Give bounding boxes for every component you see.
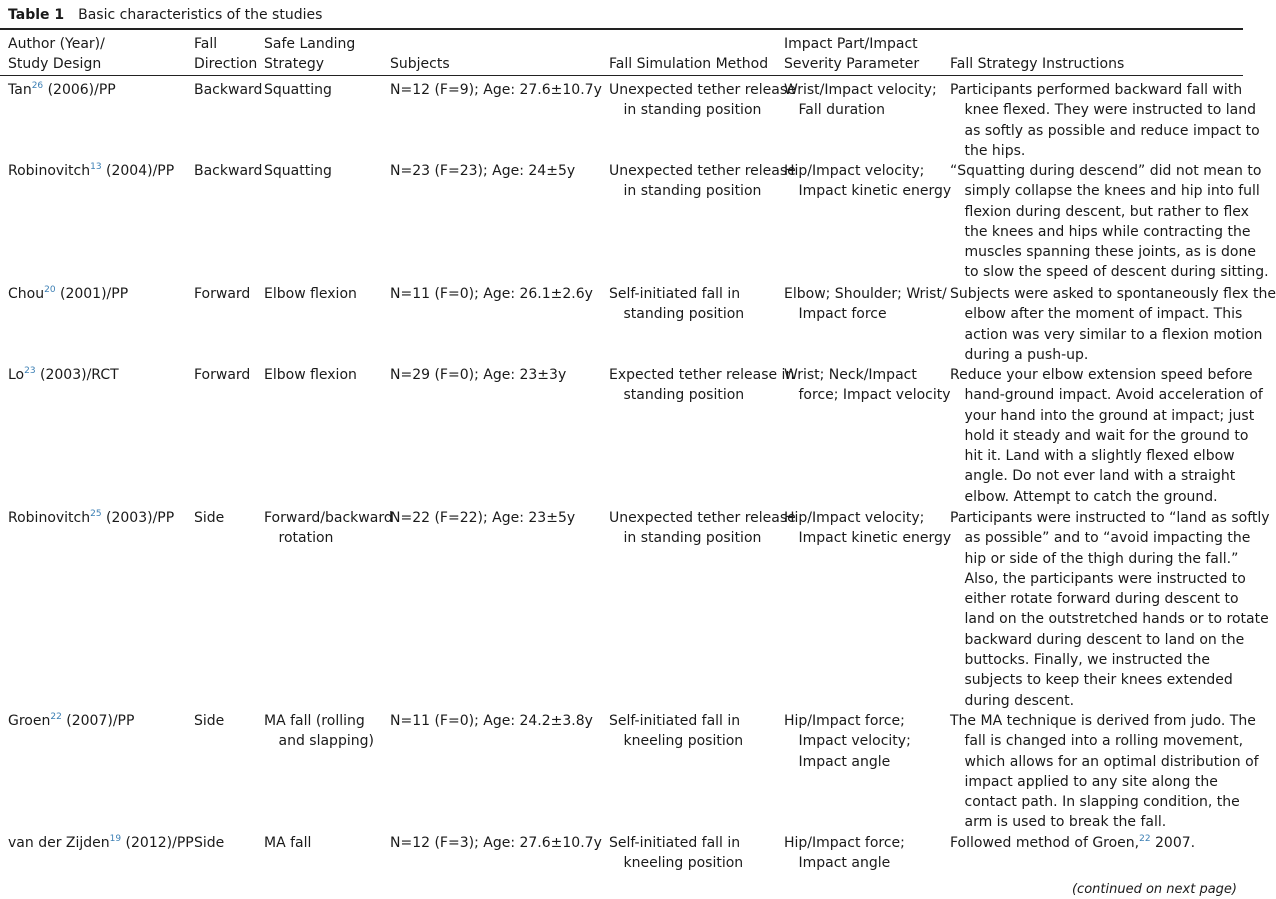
cell-method-line: Unexpected tether release — [609, 163, 796, 179]
cell-instructions — [950, 508, 1270, 711]
cell-instructions-line: simply collapse the knees and hip into full — [964, 183, 1260, 200]
cell-impact-line: Hip/Impact velocity; — [784, 163, 925, 179]
cell-method-line: Unexpected tether release — [609, 510, 796, 526]
cell-instructions — [950, 80, 1260, 161]
cell-instructions-line: hip or side of the thigh during the fall.” — [964, 550, 1239, 567]
cell-instructions-line: Participants were instructed to “land as softly — [950, 510, 1270, 526]
cell-author — [8, 365, 119, 385]
cell-impact-line: Impact angle — [798, 753, 891, 770]
cell-instructions-line: elbow. Attempt to catch the ground. — [964, 488, 1218, 505]
cell-method — [609, 365, 794, 406]
author-name: Robinovitch — [8, 163, 91, 179]
cell-impact — [784, 508, 951, 549]
cell-instructions — [950, 833, 1195, 853]
author-name: Tan — [8, 82, 32, 98]
cell-author — [8, 161, 174, 181]
cell-method-line: kneeling position — [623, 855, 744, 872]
cell-impact — [784, 833, 905, 874]
cell-subjects: N=11 (F=0); Age: 26.1±2.6y — [390, 286, 593, 302]
cell-method — [609, 508, 796, 549]
reference-number[interactable]: 26 — [31, 81, 44, 91]
continued-note: (continued on next page) — [1071, 882, 1237, 897]
cell-direction: Side — [194, 510, 225, 526]
author-name: Lo — [8, 367, 25, 383]
year-design: (2001)/PP — [55, 286, 129, 302]
reference-number[interactable]: 22 — [1139, 834, 1151, 844]
cell-direction: Forward — [194, 367, 251, 383]
header-rule — [0, 75, 1243, 76]
cell-strategy-line: Elbow flexion — [264, 367, 357, 383]
year-design: (2007)/PP — [61, 713, 135, 729]
year-design: (2003)/PP — [101, 510, 175, 526]
cell-method-line: Self-initiated fall in — [609, 286, 741, 302]
cell-instructions-line: knee flexed. They were instructed to land — [964, 102, 1256, 119]
cell-instructions-line: Subjects were asked to spontaneously flex the — [950, 286, 1276, 302]
author-name: Groen — [8, 713, 51, 729]
cell-strategy — [264, 365, 357, 385]
cell-author — [8, 833, 194, 853]
cell-instructions-line: contact path. In slapping condition, the — [964, 794, 1240, 811]
cell-direction: Forward — [194, 286, 251, 302]
cell-strategy-line: MA fall (rolling — [264, 713, 365, 729]
year-design: (2012)/PP — [121, 835, 194, 851]
cell-method — [609, 80, 796, 121]
cell-method-line: Expected tether release in — [609, 367, 795, 383]
cell-direction: Side — [194, 713, 225, 729]
cell-strategy — [264, 711, 374, 752]
cell-instructions-line: flexion during descent, but rather to flex — [964, 203, 1249, 220]
cell-impact-line: Impact kinetic energy — [798, 183, 952, 200]
cell-impact — [784, 161, 951, 202]
cell-instructions-line: which allows for an optimal distribution of — [964, 753, 1259, 770]
cell-instructions-line: during descent. — [964, 692, 1075, 709]
cell-strategy-line: Forward/backward — [264, 510, 393, 526]
cell-instructions-line: arm is used to break the fall. — [964, 814, 1167, 831]
cell-impact — [784, 284, 947, 325]
cell-instructions-line: either rotate forward during descent to — [964, 591, 1239, 608]
cell-strategy-line: Elbow flexion — [264, 286, 357, 302]
cell-subjects: N=11 (F=0); Age: 24.2±3.8y — [390, 713, 593, 729]
cell-instructions — [950, 161, 1269, 283]
cell-impact — [784, 365, 951, 406]
header-subjects: Subjects — [390, 56, 450, 72]
cell-instructions-line: the knees and hips while contracting the — [964, 223, 1251, 240]
cell-instructions-line: as softly as possible and reduce impact to — [964, 122, 1260, 139]
cell-impact-line: Impact kinetic energy — [798, 530, 952, 547]
cell-instructions-line: fall is changed into a rolling movement, — [964, 733, 1244, 750]
cell-instructions-line: the hips. — [964, 142, 1026, 159]
cell-author — [8, 80, 116, 100]
cell-method — [609, 161, 796, 202]
cell-method-line: standing position — [623, 306, 745, 323]
table-label: Table 1 — [8, 7, 65, 23]
cell-instructions-line: hit it. Land with a slightly flexed elbow — [964, 448, 1235, 465]
cell-instructions-line: impact applied to any site along the — [964, 773, 1218, 790]
reference-number[interactable]: 13 — [90, 162, 102, 172]
cell-author — [8, 711, 134, 731]
cell-direction: Side — [194, 835, 225, 851]
reference-number[interactable]: 25 — [90, 509, 102, 519]
reference-number[interactable]: 20 — [44, 285, 56, 295]
cell-subjects: N=22 (F=22); Age: 23±5y — [390, 510, 576, 526]
cell-impact-line: Hip/Impact force; — [784, 713, 905, 729]
cell-subjects: N=12 (F=3); Age: 27.6±10.7y — [390, 835, 602, 851]
table-title: Basic characteristics of the studies — [78, 7, 323, 23]
cell-impact-line: Impact angle — [798, 855, 891, 872]
cell-method — [609, 284, 744, 325]
year-design: (2003)/RCT — [35, 367, 119, 383]
cell-instructions-line: Participants performed backward fall with — [950, 82, 1243, 98]
cell-method-line: standing position — [623, 387, 745, 404]
cell-instructions-line: angle. Do not ever land with a straight — [964, 468, 1236, 485]
cell-impact — [784, 711, 911, 772]
reference-number[interactable]: 23 — [24, 366, 36, 376]
table-caption — [8, 5, 322, 25]
cell-instructions-line: buttocks. Finally, we instructed the — [964, 652, 1210, 669]
cell-subjects: N=23 (F=23); Age: 24±5y — [390, 163, 576, 179]
cell-impact-line: Elbow; Shoulder; Wrist/ — [784, 286, 947, 302]
cell-author — [8, 284, 128, 304]
cell-instructions-line: Reduce your elbow extension speed before — [950, 367, 1253, 383]
cell-impact — [784, 80, 937, 121]
cell-method-line: kneeling position — [623, 733, 744, 750]
cell-impact-line: Impact force — [798, 306, 887, 323]
header-method: Fall Simulation Method — [609, 56, 769, 72]
cell-impact-line: Hip/Impact force; — [784, 835, 905, 851]
cell-strategy — [264, 161, 332, 181]
cell-instructions-line: during a push-up. — [964, 346, 1089, 363]
year-design: (2004)/PP — [101, 163, 175, 179]
instructions-text: Followed method of Groen, — [950, 835, 1140, 851]
cell-instructions-line: hold it steady and wait for the ground to — [964, 427, 1249, 444]
instructions-text: 2007. — [1150, 835, 1196, 851]
cell-strategy-line: Squatting — [264, 82, 332, 98]
cell-instructions-line: backward during descent to land on the — [964, 631, 1245, 648]
cell-impact-line: Hip/Impact velocity; — [784, 510, 925, 526]
cell-strategy — [264, 80, 332, 100]
cell-strategy-line: and slapping) — [278, 733, 374, 750]
header-author: Author (Year)/ Study Design — [8, 36, 105, 72]
cell-instructions-line: elbow after the moment of impact. This — [964, 306, 1243, 323]
cell-instructions — [950, 711, 1259, 833]
cell-strategy — [264, 284, 357, 304]
cell-author — [8, 508, 174, 528]
cell-direction: Backward — [194, 163, 263, 179]
cell-strategy-line: rotation — [278, 530, 334, 547]
cell-instructions-line: Also, the participants were instructed to — [964, 570, 1246, 587]
cell-impact-line: Wrist/Impact velocity; — [784, 82, 937, 98]
cell-method — [609, 833, 743, 874]
header-strategy: Safe Landing Strategy — [264, 36, 356, 72]
cell-instructions-line: as possible” and to “avoid impacting the — [964, 530, 1251, 547]
cell-instructions-line: land on the outstretched hands or to rotate — [964, 611, 1269, 628]
cell-instructions-line: subjects to keep their knees extended — [964, 672, 1233, 689]
header-instructions: Fall Strategy Instructions — [950, 56, 1125, 72]
cell-method-line: Unexpected tether release — [609, 82, 796, 98]
cell-method-line: Self-initiated fall in — [609, 713, 741, 729]
cell-impact-line: Impact velocity; — [798, 733, 911, 750]
cell-method-line: in standing position — [623, 183, 762, 200]
author-name: Chou — [8, 286, 45, 302]
cell-impact-line: Fall duration — [798, 102, 885, 119]
author-name: Robinovitch — [8, 510, 91, 526]
cell-instructions-line: muscles spanning these joints, as is done — [964, 244, 1256, 261]
cell-instructions-line: action was very similar to a flexion motion — [964, 326, 1263, 343]
cell-strategy — [264, 508, 393, 549]
cell-instructions — [950, 284, 1276, 365]
cell-method-line: in standing position — [623, 530, 762, 547]
table-top-rule — [0, 28, 1243, 30]
cell-strategy — [264, 833, 311, 853]
cell-subjects: N=29 (F=0); Age: 23±3y — [390, 367, 567, 383]
cell-instructions-line: “Squatting during descend” did not mean to — [950, 163, 1262, 179]
cell-instructions-line: hand-ground impact. Avoid acceleration of — [964, 387, 1263, 404]
cell-impact-line: force; Impact velocity — [798, 387, 951, 404]
cell-method-line: in standing position — [623, 102, 762, 119]
cell-impact-line: Wrist; Neck/Impact — [784, 367, 917, 383]
cell-instructions-line: to slow the speed of descent during sitting. — [964, 264, 1269, 281]
cell-method — [609, 711, 743, 752]
cell-method-line: Self-initiated fall in — [609, 835, 741, 851]
cell-strategy-line: Squatting — [264, 163, 332, 179]
cell-instructions — [950, 365, 1263, 507]
header-impact: Impact Part/Impact Severity Parameter — [784, 36, 920, 72]
reference-number[interactable]: 22 — [50, 712, 62, 722]
author-name: van der Zijden — [8, 835, 110, 851]
cell-instructions-line: The MA technique is derived from judo. The — [950, 713, 1256, 729]
reference-number[interactable]: 19 — [109, 834, 122, 844]
cell-instructions-line: your hand into the ground at impact; just — [964, 407, 1255, 424]
cell-direction: Backward — [194, 82, 263, 98]
header-direction: Fall Direction — [194, 36, 258, 72]
cell-strategy-line: MA fall — [264, 835, 312, 851]
year-design: (2006)/PP — [43, 82, 116, 98]
cell-subjects: N=12 (F=9); Age: 27.6±10.7y — [390, 82, 602, 98]
